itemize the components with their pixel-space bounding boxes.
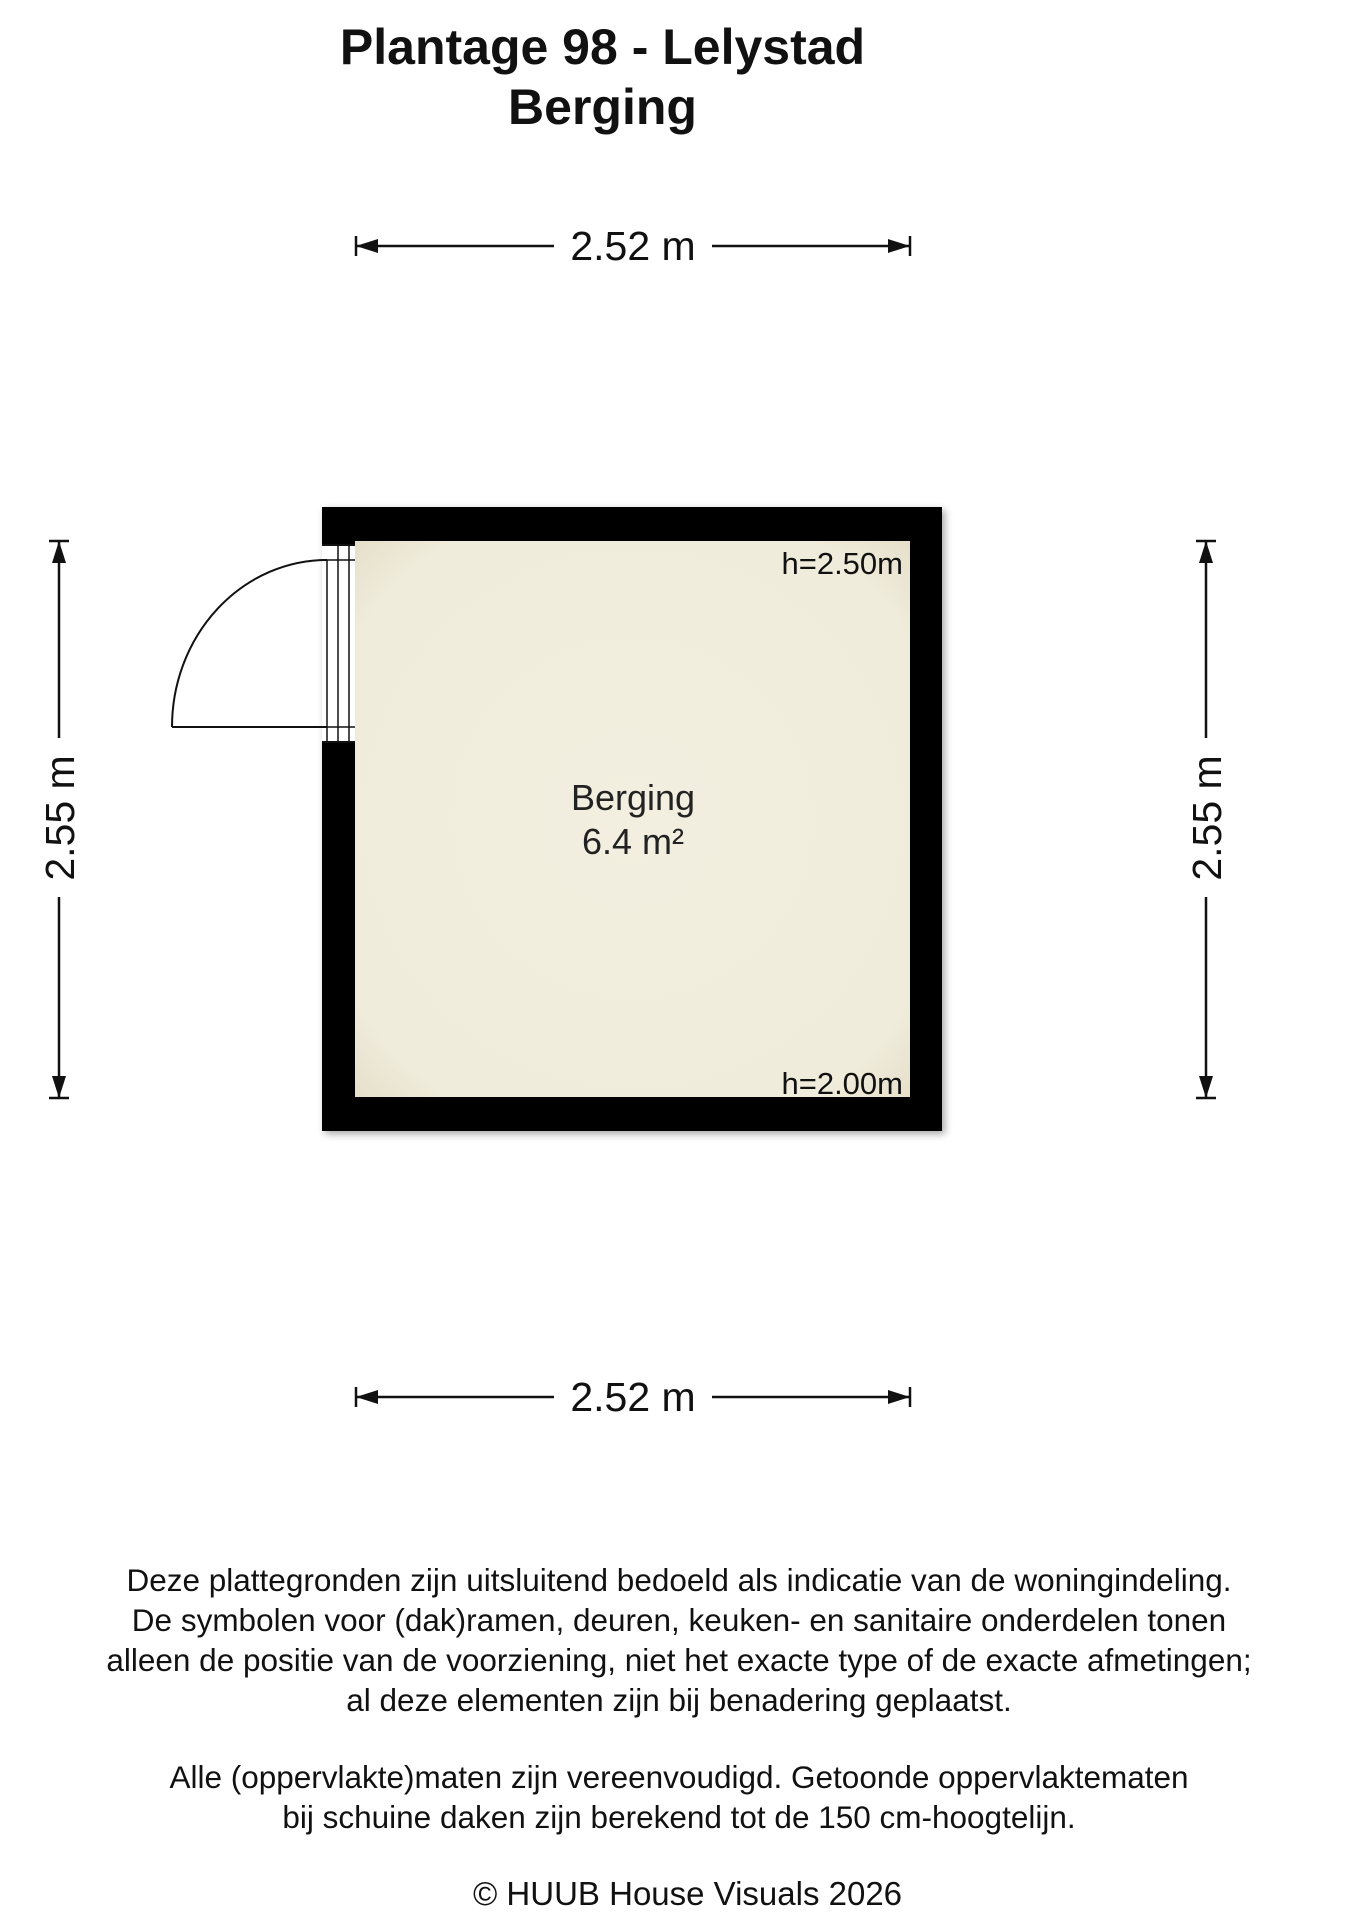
dimension-top-label: 2.52 m <box>570 223 696 269</box>
ceiling-height-max: h=2.50m <box>781 546 903 581</box>
disclaimer-line: al deze elementen zijn bij benadering geplaatst. <box>346 1682 1012 1718</box>
dimension-left <box>37 541 83 1098</box>
disclaimer-line: Alle (oppervlakte)maten zijn vereenvoudigd. Getoonde oppervlaktematen <box>169 1759 1189 1795</box>
room-berging <box>322 507 942 1131</box>
disclaimer-line: Deze plattegronden zijn uitsluitend bedoeld als indicatie van de woningindeling. <box>126 1562 1232 1598</box>
room-name: Berging <box>570 777 696 818</box>
ceiling-height-min: h=2.00m <box>781 1066 903 1101</box>
dimension-bottom <box>356 1374 910 1420</box>
dimension-bottom-label: 2.52 m <box>570 1374 696 1420</box>
door <box>172 545 355 742</box>
disclaimer-line: bij schuine daken zijn berekend tot de 150 cm-hoogtelijn. <box>282 1799 1076 1835</box>
copyright: © HUUB House Visuals 2026 <box>472 1875 903 1912</box>
dimension-right-label: 2.55 m <box>1184 755 1230 881</box>
dimension-top <box>356 223 910 269</box>
dimension-left-label: 2.55 m <box>37 755 83 881</box>
door-swing-arc <box>172 560 327 727</box>
disclaimer-paragraph-1 <box>0 1560 1358 1720</box>
dimension-right <box>1184 541 1230 1098</box>
room-floor <box>355 541 910 1097</box>
disclaimer-line: alleen de positie van de voorziening, niet het exacte type of de exacte afmetingen; <box>106 1642 1252 1678</box>
plan-title-address: Plantage 98 - Lelystad <box>339 19 866 75</box>
room-area: 6.4 m² <box>581 821 685 862</box>
disclaimer-line: De symbolen voor (dak)ramen, deuren, keuken- en sanitaire onderdelen tonen <box>131 1602 1227 1638</box>
plan-title-floor: Berging <box>508 79 697 135</box>
disclaimer-paragraph-2 <box>0 1757 1358 1837</box>
